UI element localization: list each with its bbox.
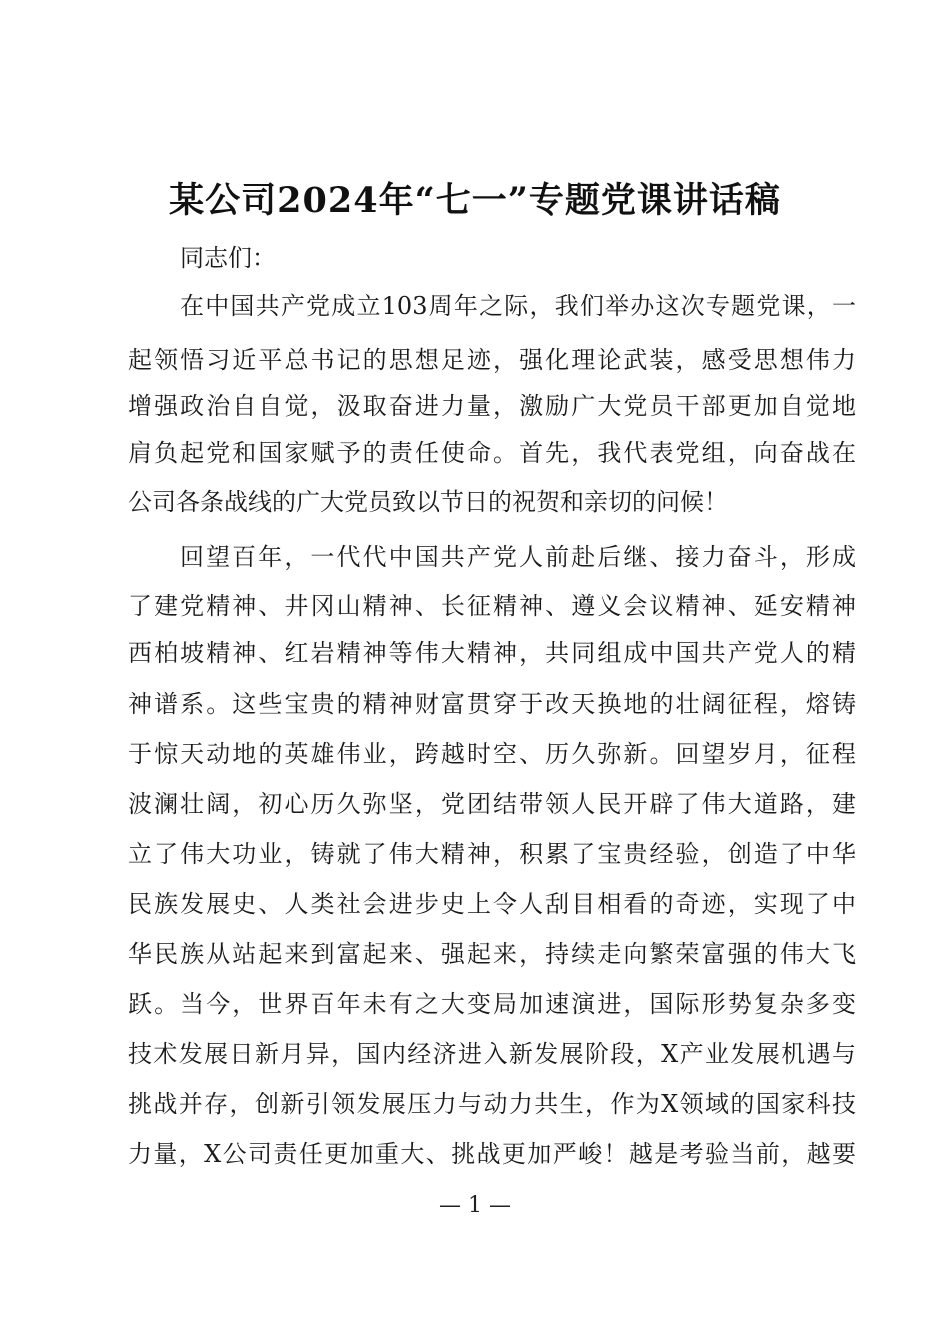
paragraph2-line: 于惊天动地的英雄伟业，跨越时空、历久弥新。回望岁月，征程 — [128, 740, 856, 768]
paragraph1-line: 公司各条战线的广大党员致以节日的祝贺和亲切的问候！ — [128, 488, 728, 516]
paragraph2-line: 华民族从站起来到富起来、强起来，持续走向繁荣富强的伟大飞 — [128, 940, 856, 968]
paragraph2-line: 回望百年，一代代中国共产党人前赴后继、接力奋斗，形成 — [180, 543, 856, 571]
paragraph1-line: 在中国共产党成立103周年之际，我们举办这次专题党课，一 — [180, 292, 856, 320]
paragraph2-line: 神谱系。这些宝贵的精神财富贯穿于改天换地的壮阔征程，熔铸 — [128, 690, 856, 718]
paragraph1-line: 增强政治自自觉，汲取奋进力量，激励广大党员干部更加自觉地 — [128, 392, 856, 420]
paragraph2-line: 波澜壮阔，初心历久弥坚，党团结带领人民开辟了伟大道路，建 — [128, 790, 856, 818]
paragraph2-line: 了建党精神、井冈山精神、长征精神、遵义会议精神、延安精神 — [128, 592, 856, 620]
salutation: 同志们： — [180, 244, 276, 272]
document-title: 某公司2024年“七一”专题党课讲话稿 — [169, 180, 781, 221]
paragraph2-line: 技术发展日新月异，国内经济进入新发展阶段，X产业发展机遇与 — [128, 1040, 856, 1068]
paragraph1-line: 起领悟习近平总书记的思想足迹，强化理论武装，感受思想伟力 — [128, 346, 856, 374]
paragraph2-line: 力量，X公司责任更加重大、挑战更加严峻！越是考验当前，越要 — [128, 1140, 856, 1168]
paragraph2-line: 西柏坡精神、红岩精神等伟大精神，共同组成中国共产党人的精 — [128, 639, 856, 667]
paragraph2-line: 跃。当今，世界百年未有之大变局加速演进，国际形势复杂多变 — [128, 990, 856, 1018]
page-number: — 1 — — [439, 1193, 511, 1218]
paragraph1-line: 肩负起党和国家赋予的责任使命。首先，我代表党组，向奋战在 — [128, 439, 856, 467]
paragraph2-line: 立了伟大功业，铸就了伟大精神，积累了宝贵经验，创造了中华 — [128, 840, 856, 868]
paragraph2-line: 挑战并存，创新引领发展压力与动力共生，作为X领域的国家科技 — [128, 1090, 856, 1118]
paragraph2-line: 民族发展史、人类社会进步史上令人刮目相看的奇迹，实现了中 — [128, 890, 856, 918]
